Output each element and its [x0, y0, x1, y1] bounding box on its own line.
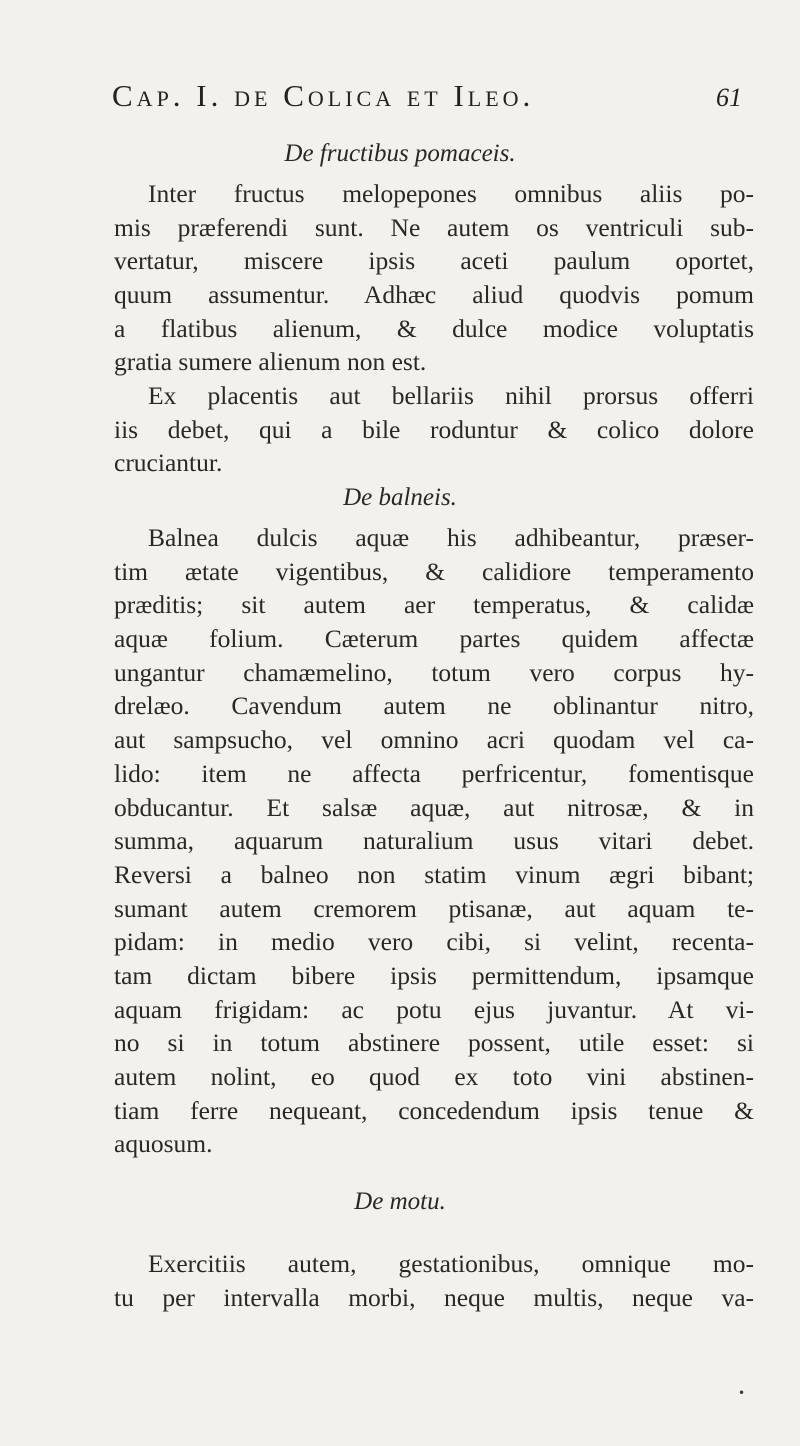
text-line: vertatur, miscere ipsis aceti paulum oportet, [114, 246, 754, 276]
text-line: tam dictam bibere ipsis permittendum, ipsamque [114, 960, 754, 990]
text-line: tim ætate vigentibus, & calidiore temperamento [114, 556, 754, 586]
paragraph [114, 521, 754, 1161]
text-line: no si in totum abstinere possent, utile esset: si [114, 1028, 754, 1058]
text-line: Ex placentis aut bellariis nihil prorsus offerri [148, 381, 754, 410]
paragraph [114, 177, 754, 379]
text-line: gratia sumere alienum non est. [114, 347, 427, 377]
text-line: Inter fructus melopepones omnibus aliis po- [148, 179, 754, 208]
text-line: præditis; sit autem aer temperatus, & calidæ [114, 590, 754, 620]
text-line: sumant autem cremorem ptisanæ, aut aquam te- [114, 893, 754, 923]
text-line: tu per intervalla morbi, neque multis, neque va- [114, 1282, 754, 1312]
page-number: 61 [716, 83, 742, 112]
text-line: quum assumentur. Adhæc aliud quodvis pomum [114, 280, 754, 310]
text-line: tiam ferre nequeant, concedendum ipsis tenue & [114, 1095, 754, 1125]
text-line: mis præferendi sunt. Ne autem os ventriculi sub- [114, 212, 754, 242]
text-line: autem nolint, eo quod ex toto vini abstinen- [114, 1062, 754, 1091]
paragraph [114, 379, 754, 480]
text-line: Balnea dulcis aquæ his adhibeantur, præser- [148, 523, 754, 552]
section-heading-fructibus: De fructibus pomaceis. [284, 140, 516, 167]
text-line: summa, aquarum naturalium usus vitari debet. [114, 826, 754, 856]
text-line: aut sampsucho, vel omnino acri quodam vel ca- [114, 725, 754, 755]
text-line: pidam: in medio vero cibi, si velint, recenta- [114, 927, 754, 957]
text-line: Reversi a balneo non statim vinum ægri bibant; [114, 859, 754, 889]
text-line: cruciantur. [114, 448, 223, 478]
text-line: ungantur chamæmelino, totum vero corpus hy- [114, 657, 754, 687]
text-line: Exercitiis autem, gestationibus, omnique mo- [148, 1249, 754, 1278]
text-line: aquosum. [114, 1129, 213, 1159]
paragraph [114, 1247, 754, 1314]
text-line: obducantur. Et salsæ aquæ, aut nitrosæ, & in [114, 792, 754, 822]
text-line: aquæ folium. Cæterum partes quidem affectæ [114, 624, 754, 654]
section-heading-balneis: De balneis. [343, 484, 457, 511]
text-line: drelæo. Cavendum autem ne oblinantur nitro, [114, 691, 754, 721]
text-line: lido: item ne affecta perfricentur, fomentisque [114, 758, 754, 788]
text-line: iis debet, qui a bile roduntur & colico dolore [114, 414, 754, 444]
section-heading-motu: De motu. [354, 1188, 446, 1215]
text-line: a flatibus alienum, & dulce modice voluptatis [114, 313, 754, 343]
running-title: Cap. I. de Colica et Ileo. [112, 78, 535, 113]
running-head [112, 78, 742, 120]
printer-mark: • [738, 1386, 746, 1400]
text-line: aquam frigidam: ac potu ejus juvantur. At vi- [114, 994, 754, 1024]
